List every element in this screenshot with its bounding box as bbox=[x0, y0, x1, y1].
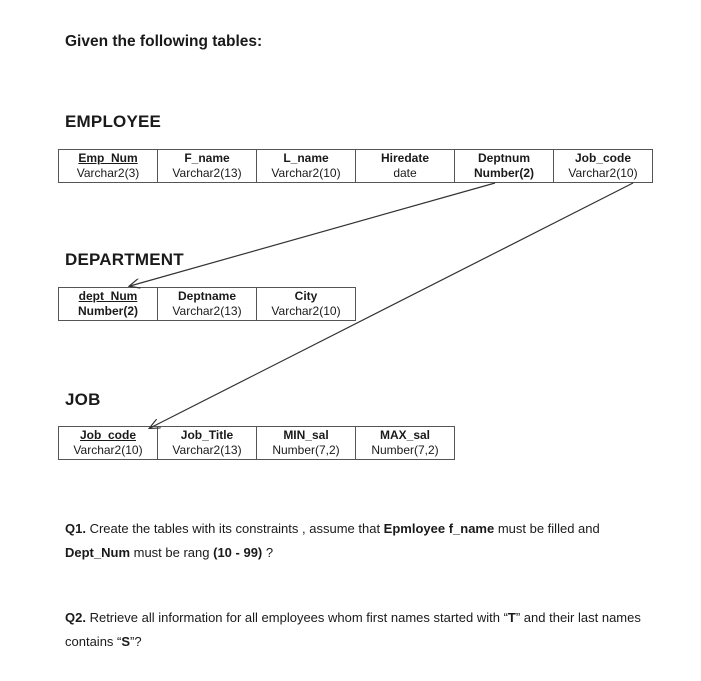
column-name: L_name bbox=[283, 151, 329, 165]
column-type: Number(7,2) bbox=[371, 443, 439, 457]
q1-bold-3: (10 - 99) bbox=[213, 545, 263, 560]
q1-text-3: must be rang bbox=[130, 545, 214, 560]
q1-label: Q1. bbox=[65, 521, 86, 536]
column-type: Varchar2(13) bbox=[172, 304, 242, 318]
column-type: Number(7,2) bbox=[272, 443, 340, 457]
employee-table-title: EMPLOYEE bbox=[65, 112, 162, 131]
column-name: Emp_Num bbox=[78, 151, 138, 165]
q1-text-4: ? bbox=[262, 545, 274, 560]
question-2 bbox=[65, 606, 665, 654]
column-type: Number(2) bbox=[77, 304, 138, 318]
column-name: Deptnum bbox=[478, 151, 530, 165]
column-name: Deptname bbox=[177, 289, 236, 303]
column-name: MAX_sal bbox=[379, 428, 431, 442]
intro-heading: Given the following tables: bbox=[65, 33, 263, 50]
job-code-fk-arrow bbox=[150, 183, 633, 428]
column-name: dept_Num bbox=[78, 289, 138, 303]
column-name: City bbox=[294, 289, 318, 303]
column-name: F_name bbox=[184, 151, 230, 165]
deptnum-fk-arrow bbox=[130, 183, 495, 286]
job-table-title: JOB bbox=[65, 390, 101, 409]
column-name: Job_code bbox=[79, 428, 136, 442]
q2-text-2: ” and their last names contains “ bbox=[65, 610, 641, 649]
column-type: Varchar2(13) bbox=[172, 166, 242, 180]
column-name: Job_code bbox=[574, 151, 631, 165]
question-1 bbox=[65, 517, 665, 565]
q2-bold-2: S bbox=[121, 634, 131, 649]
department-table-title: DEPARTMENT bbox=[65, 250, 184, 269]
column-type: Varchar2(13) bbox=[172, 443, 242, 457]
column-type: Varchar2(10) bbox=[271, 166, 341, 180]
q1-text-2: must be filled and bbox=[494, 521, 600, 536]
column-name: Job_Title bbox=[180, 428, 234, 442]
q1-bold-2: Dept_Num bbox=[65, 545, 131, 560]
q1-bold-1: Epmloyee f_name bbox=[383, 521, 495, 536]
column-name: Hiredate bbox=[380, 151, 430, 165]
column-type: Varchar2(10) bbox=[73, 443, 143, 457]
column-type: Number(2) bbox=[473, 166, 534, 180]
column-type: Varchar2(3) bbox=[76, 166, 140, 180]
column-name: MIN_sal bbox=[283, 428, 329, 442]
q2-label: Q2. bbox=[65, 610, 86, 625]
q1-text-1: Create the tables with its constraints , assume that bbox=[85, 521, 384, 536]
column-type: date bbox=[393, 166, 417, 180]
q2-text-1: Retrieve all information for all employees whom first names started with “ bbox=[85, 610, 508, 625]
q2-bold-1: T bbox=[507, 610, 516, 625]
column-type: Varchar2(10) bbox=[568, 166, 638, 180]
q2-text-3: ”? bbox=[130, 634, 142, 649]
column-type: Varchar2(10) bbox=[271, 304, 341, 318]
